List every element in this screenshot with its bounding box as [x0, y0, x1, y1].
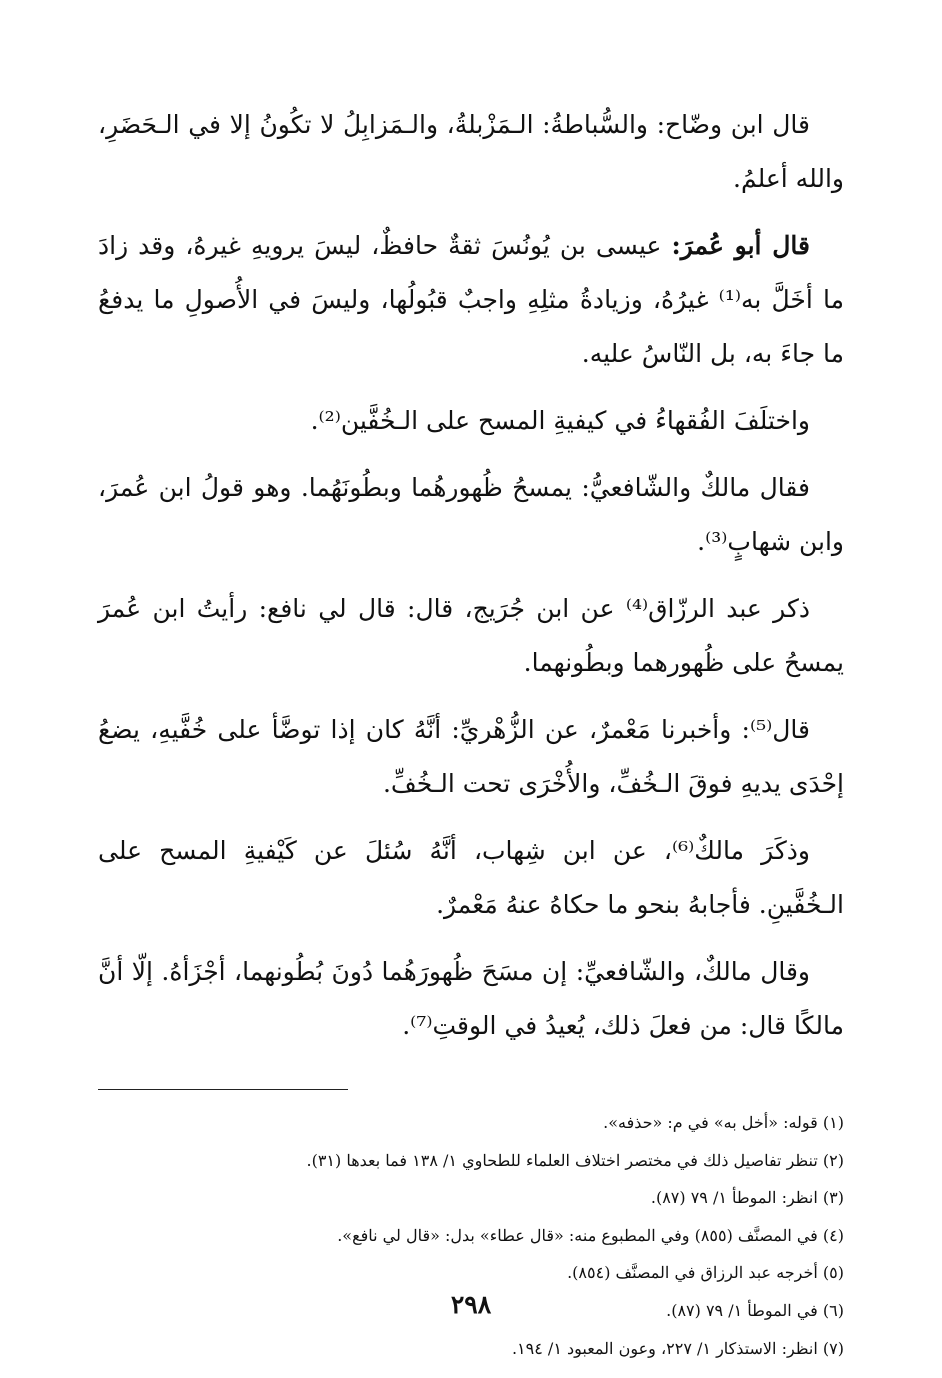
footnote-separator: [98, 1089, 348, 1090]
paragraph: واختلَفَ الفُقهاءُ في كيفيةِ المسح على الـخُفَّين⁽²⁾.: [310, 406, 810, 435]
main-text: [98, 98, 844, 1053]
footnote: (٢) تنظر تفاصيل ذلك في مختصر اختلاف العلماء للطحاوي ١/ ١٣٨ فما بعدها (٣١).: [306, 1150, 844, 1170]
footnote: (٦) في الموطأ ١/ ٧٩ (٨٧).: [666, 1300, 844, 1320]
footnote: (٤) في المصنَّف (٨٥٥) وفي المطبوع منه: «قال عطاء» بدل: «قال لي نافع».: [337, 1225, 844, 1245]
footnote: (٣) انظر: الموطأ ١/ ٧٩ (٨٧).: [650, 1188, 844, 1208]
paragraph: قال ابن وضّاح: والسُّباطةُ: الـمَزْبلةُ، والـمَزابِلُ لا تكُونُ إلا في الـحَضَرِ، والله أعلمُ.: [98, 110, 844, 193]
page-number: ٢٩٨: [450, 1290, 492, 1319]
paragraph: قال⁽⁵⁾: وأخبرنا مَعْمرٌ، عن الزُّهْريِّ: أنَّهُ كان إذا توضَّأ على خُفَّيهِ، يضعُ إحْدَى يديهِ فوقَ الـخُفِّ، والأُخْرَى تحت الـخُفِّ.: [98, 715, 844, 798]
footnote: (٥) أخرجه عبد الرزاق في المصنَّف (٨٥٤).: [567, 1263, 844, 1283]
paragraph: وذكَرَ مالكٌ⁽⁶⁾، عن ابن شِهاب، أنَّهُ سُئلَ عن كَيْفيةِ المسح على الـخُفَّينِ. فأجابهُ بنحو ما حكاهُ عنهُ مَعْمرٌ.: [98, 836, 844, 919]
footnote: (٧) انظر: الاستذكار ١/ ٢٢٧، وعون المعبود ١/ ١٩٤.: [511, 1338, 844, 1358]
footnotes: [98, 1104, 844, 1367]
speaker-label: قال أبو عُمرَ:: [671, 231, 810, 260]
footnote: (١) قوله: «أخل به» في م: «حذفه».: [603, 1113, 844, 1132]
paragraph: ذكر عبد الرزّاق⁽⁴⁾ عن ابن جُرَيج، قال: قال لي نافع: رأيتُ ابن عُمرَ يمسحُ على ظُهورهما وبطُونهما.: [98, 594, 844, 677]
paragraph: وقال مالكٌ، والشّافعيِّ: إن مسَحَ ظُهورَهُما دُونَ بُطُونهما، أجْزَأهُ. إلّا أنَّ مالكًا قال: من فعلَ ذلك، يُعيدُ في الوقتِ⁽⁷⁾.: [98, 957, 844, 1040]
paragraph: فقال مالكٌ والشّافعيُّ: يمسحُ ظُهورهُما وبطُونَهُما. وهو قولُ ابن عُمرَ، وابن شهابٍ⁽³⁾.: [98, 473, 844, 556]
paragraph: قال أبو عُمرَ: عيسى بن يُونُسَ ثقةٌ حافظٌ، ليسَ يرويهِ غيرهُ، وقد زادَ ما أخَلَّ به⁽¹⁾ غيرُهُ، وزيادةُ مثلِهِ واجبٌ قبُولُها، وليسَ في الأُصولِ ما يدفعُ ما جاءَ به، بل النّاسُ عليه.: [98, 231, 844, 368]
